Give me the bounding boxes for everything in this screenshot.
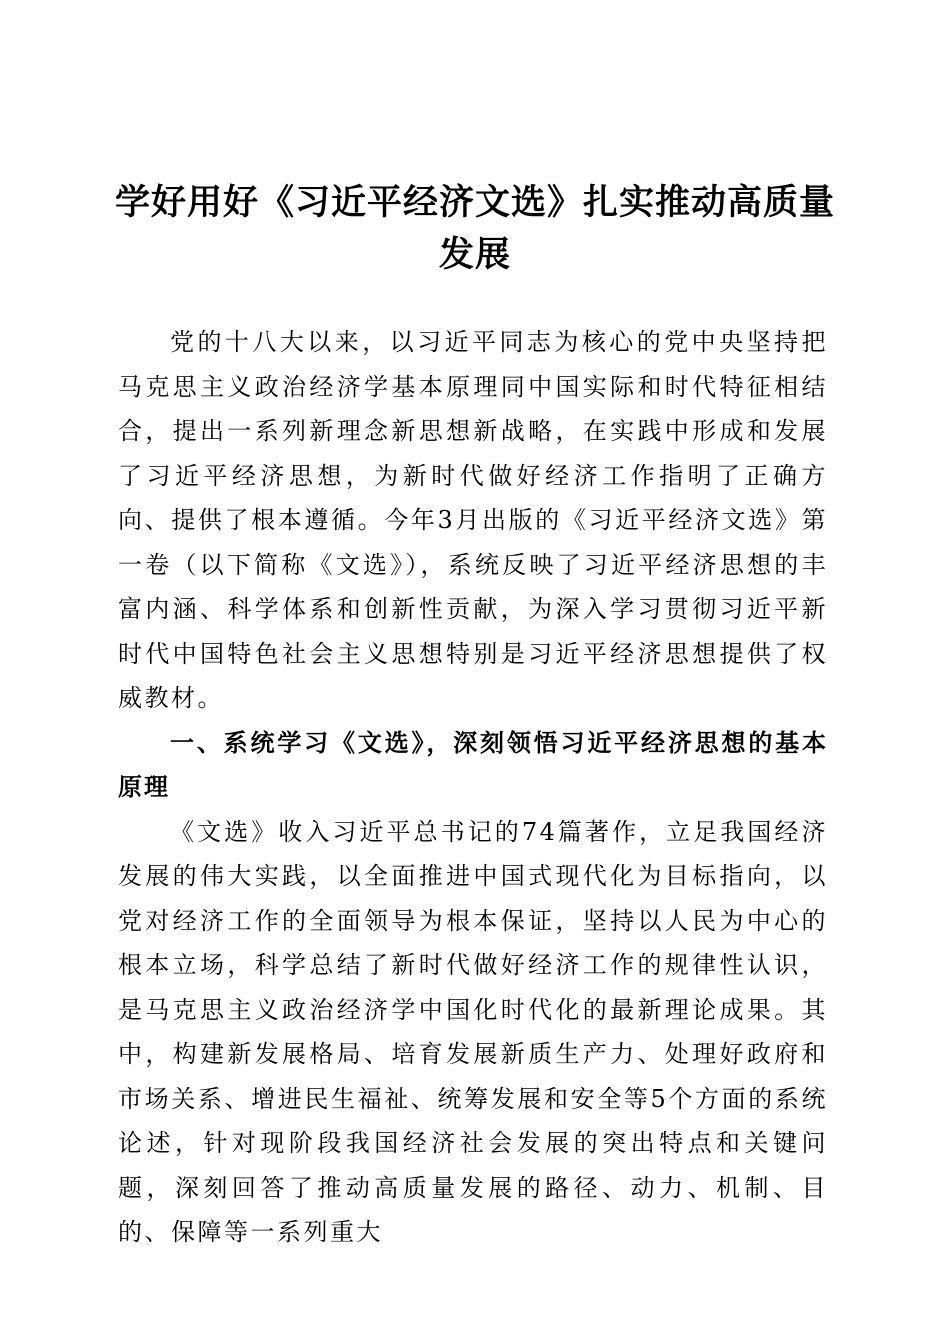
document-body bbox=[118, 320, 828, 1255]
intro-paragraph: 党的十八大以来，以习近平同志为核心的党中央坚持把马克思主义政治经济学基本原理同中国实际和时代特征相结合，提出一系列新理念新思想新战略，在实践中形成和发展了习近平经济思想，为新时代做好经济工作指明了正确方向、提供了根本遵循。今年3月出版的《习近平经济文选》第一卷（以下简称《文选》），系统反映了习近平经济思想的丰富内涵、科学体系和创新性贡献，为深入学习贯彻习近平新时代中国特色社会主义思想特别是习近平经济思想提供了权威教材。 bbox=[118, 328, 828, 712]
document-title: 学好用好《习近平经济文选》扎实推动高质量发展 bbox=[114, 182, 835, 275]
section-heading-1: 一、系统学习《文选》，深刻领悟习近平经济思想的基本原理 bbox=[118, 728, 828, 801]
section-1-paragraph: 《文选》收入习近平总书记的74篇著作，立足我国经济发展的伟大实践，以全面推进中国式现代化为目标指向，以党对经济工作的全面领导为根本保证，坚持以人民为中心的根本立场，科学总结了新时代做好经济工作的规律性认识，是马克思主义政治经济学中国化时代化的最新理论成果。其中，构建新发展格局、培育发展新质生产力、处理好政府和市场关系、增进民生福祉、统筹发展和安全等5个方面的系统论述，针对现阶段我国经济社会发展的突出特点和关键问题，深刻回答了推动高质量发展的路径、动力、机制、目的、保障等一系列重大 bbox=[118, 817, 828, 1246]
